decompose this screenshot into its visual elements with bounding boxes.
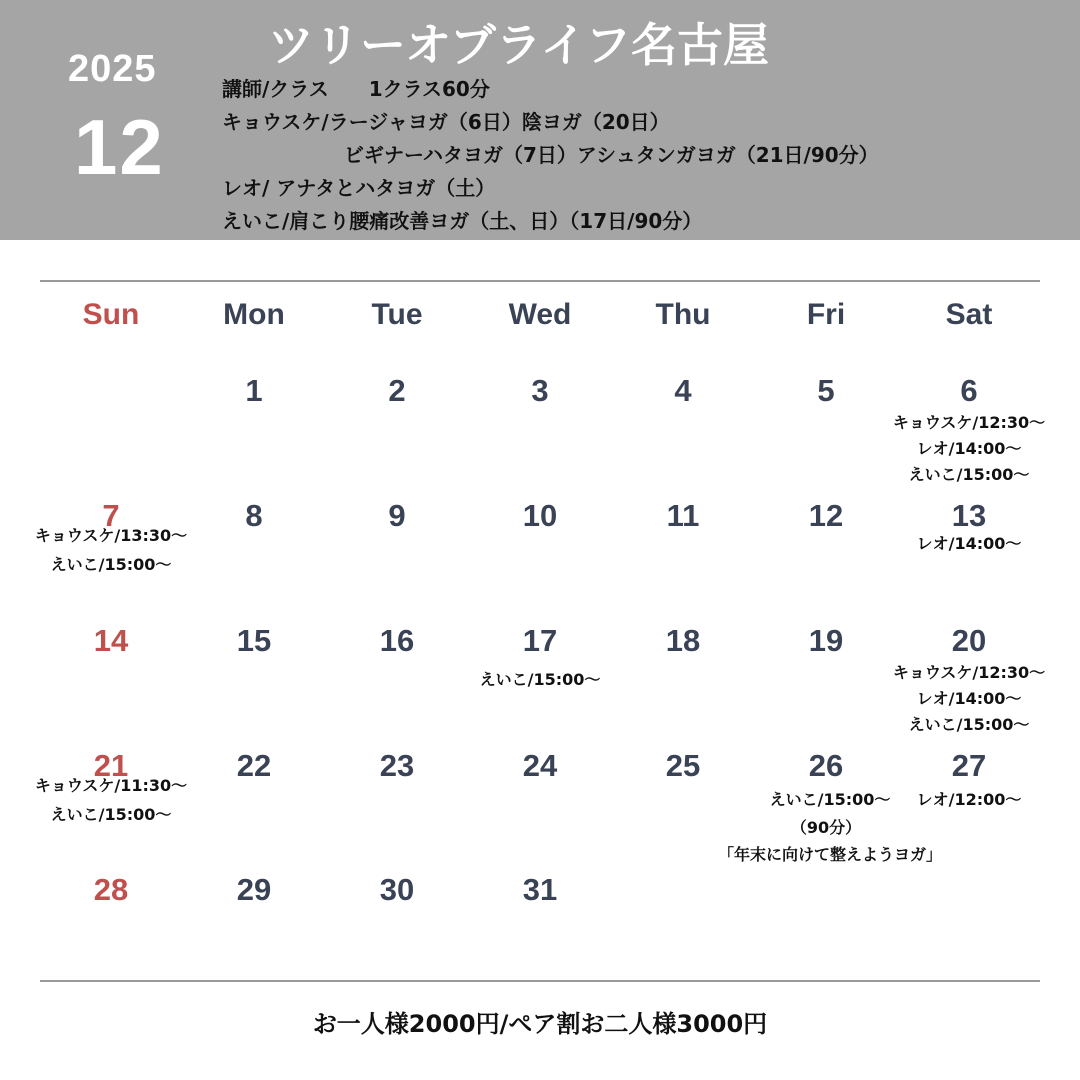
weekday-tue: Tue: [371, 298, 423, 331]
day-19: 19: [808, 623, 844, 658]
event-entry: キョウスケ/11:30〜: [34, 776, 188, 795]
weekday-fri: Fri: [806, 298, 846, 331]
day-3: 3: [531, 373, 549, 408]
header-line-leo: レオ/ アナタとハタヨガ（土）: [222, 176, 496, 200]
event-entry: レオ/14:00〜: [916, 439, 1022, 458]
header-line-kyosuke-2: ビギナーハタヨガ（7日）アシュタンガヨガ（21日/90分）: [344, 143, 879, 167]
day-24: 24: [522, 748, 558, 783]
event-entry: えいこ/15:00〜: [50, 805, 172, 824]
day-20: 20: [951, 623, 987, 658]
header-line-kyosuke: キョウスケ/ラージャヨガ（6日）陰ヨガ（20日）: [222, 110, 670, 134]
day-14: 14: [93, 623, 129, 658]
day-31: 31: [522, 872, 558, 907]
event-entry: （90分）: [790, 818, 862, 837]
day-4: 4: [674, 373, 692, 408]
weekday-mon: Mon: [223, 298, 285, 331]
header-banner: [0, 0, 1080, 240]
day-28: 28: [93, 872, 129, 907]
event-entry: キョウスケ/13:30〜: [34, 526, 188, 545]
day-29: 29: [236, 872, 272, 907]
day-25: 25: [665, 748, 701, 783]
day-23: 23: [379, 748, 415, 783]
event-entry: えいこ/15:00〜: [769, 790, 891, 809]
event-entry: えいこ/15:00〜: [479, 670, 601, 689]
event-entry: えいこ/15:00〜: [50, 555, 172, 574]
pricing-footer: お一人様2000円/ペア割お二人様3000円: [312, 1010, 768, 1038]
year: 2025: [68, 48, 157, 90]
day-12: 12: [808, 498, 844, 533]
weekday-sun: Sun: [82, 298, 140, 331]
header-line-instructors: 講師/クラス 1クラス60分: [222, 77, 490, 101]
day-8: 8: [245, 498, 263, 533]
event-entry: レオ/12:00〜: [916, 790, 1022, 809]
studio-title: ツリーオブライフ名古屋: [268, 18, 769, 72]
day-10: 10: [522, 498, 558, 533]
day-22: 22: [236, 748, 272, 783]
day-27: 27: [951, 748, 987, 783]
event-entry: 「年末に向けて整えようヨガ」: [717, 845, 942, 864]
event-entry: レオ/14:00〜: [916, 689, 1022, 708]
event-entry: えいこ/15:00〜: [908, 715, 1030, 734]
day-18: 18: [665, 623, 701, 658]
day-9: 9: [388, 498, 406, 533]
day-30: 30: [379, 872, 415, 907]
top-divider: [40, 280, 1040, 282]
day-1: 1: [245, 373, 263, 408]
day-21: 21: [93, 748, 129, 783]
weekday-wed: Wed: [508, 298, 572, 331]
day-15: 15: [236, 623, 272, 658]
day-17: 17: [522, 623, 558, 658]
month: 12: [74, 103, 165, 191]
header-line-eiko: えいこ/肩こり腰痛改善ヨガ（土、日）（17日/90分）: [222, 209, 703, 233]
event-entry: レオ/14:00〜: [916, 534, 1022, 553]
weekday-sat: Sat: [945, 298, 993, 331]
day-6: 6: [960, 373, 978, 408]
day-13: 13: [951, 498, 987, 533]
weekday-thu: Thu: [655, 298, 711, 331]
bottom-divider: [40, 980, 1040, 982]
event-entry: キョウスケ/12:30〜: [892, 663, 1046, 682]
day-5: 5: [817, 373, 835, 408]
day-7: 7: [102, 498, 120, 533]
day-16: 16: [379, 623, 415, 658]
day-2: 2: [388, 373, 406, 408]
event-entry: キョウスケ/12:30〜: [892, 413, 1046, 432]
day-26: 26: [808, 748, 844, 783]
day-11: 11: [666, 498, 700, 533]
event-entry: えいこ/15:00〜: [908, 465, 1030, 484]
